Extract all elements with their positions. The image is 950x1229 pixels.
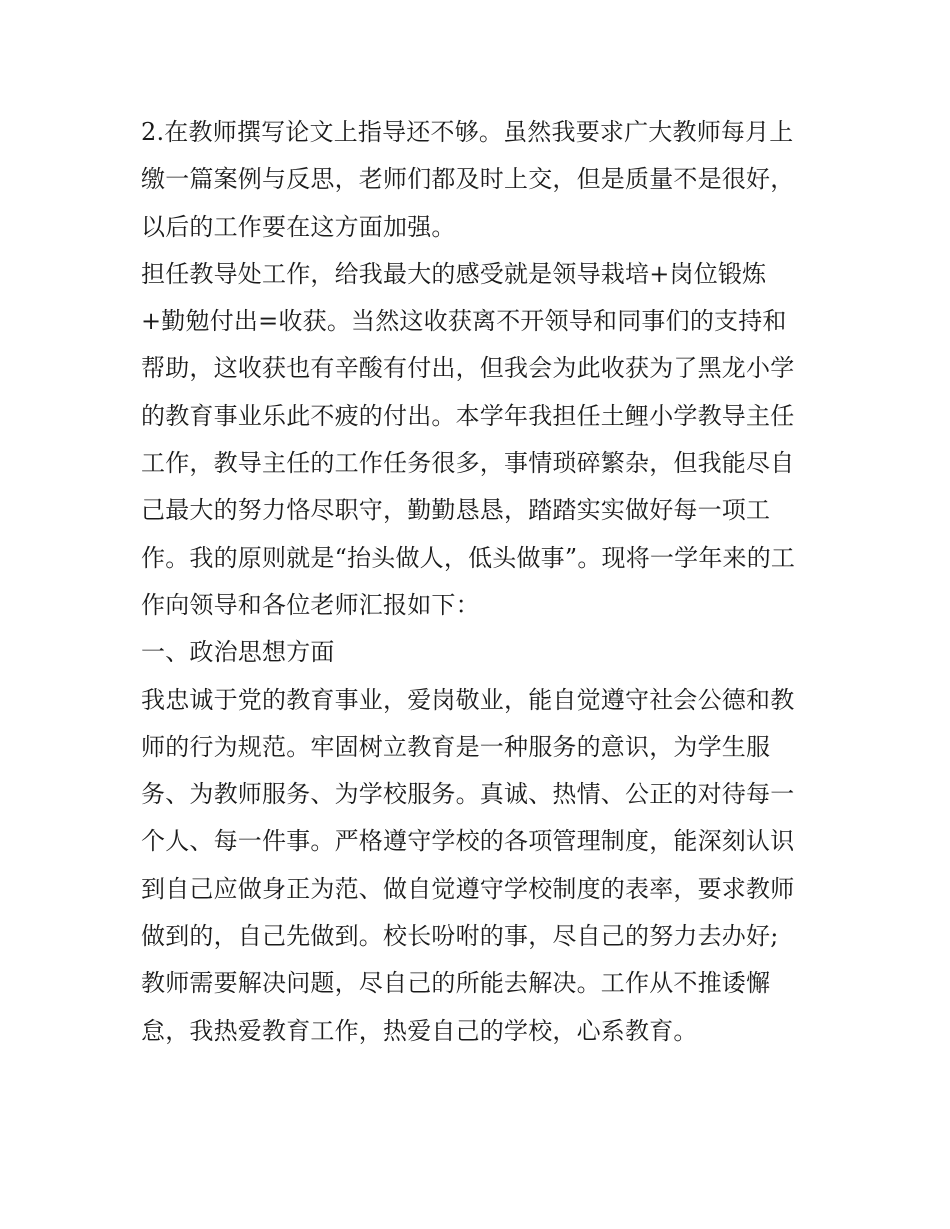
text-line: 缴一篇案例与反思，老师们都及时上交，但是质量不是很好， — [141, 165, 795, 194]
text-line: +勤勉付出=收获。当然这收获离不开领导和同事们的支持和 — [141, 307, 787, 336]
text-line: 帮助，这收获也有辛酸有付出，但我会为此收获为了黑龙小学 — [141, 354, 795, 383]
text-line: 2.在教师撰写论文上指导还不够。虽然我要求广大教师每月上 — [141, 118, 794, 146]
text-line: 担任教导处工作，给我最大的感受就是领导栽培+岗位锻炼 — [141, 259, 767, 288]
text-line: 作。我的原则就是“抬头做人，低头做事”。现将一学年来的工 — [141, 543, 796, 572]
text-line: 我忠诚于党的教育事业，爱岗敬业，能自觉遵守社会公德和教 — [141, 685, 795, 714]
text-line: 的教育事业乐此不疲的付出。本学年我担任土鲤小学教导主任 — [141, 401, 795, 430]
text-line: 做到的，自己先做到。校长吩咐的事，尽自己的努力去办好; — [141, 922, 779, 951]
section-heading: 一、政治思想方面 — [141, 638, 335, 667]
text-line: 己最大的努力恪尽职守，勤勤恳恳，踏踏实实做好每一项工 — [141, 496, 771, 525]
text-line: 教师需要解决问题，尽自己的所能去解决。工作从不推诿懈 — [141, 969, 771, 998]
text-line: 师的行为规范。牢固树立教育是一种服务的意识，为学生服 — [141, 732, 771, 761]
text-line: 务、为教师服务、为学校服务。真诚、热情、公正的对待每一 — [141, 780, 795, 809]
text-line: 作向领导和各位老师汇报如下： — [141, 590, 480, 619]
document-body — [141, 109, 821, 1055]
text-line: 工作，教导主任的工作任务很多，事情琐碎繁杂，但我能尽自 — [141, 449, 795, 478]
text-line: 以后的工作要在这方面加强。 — [141, 212, 456, 241]
text-line: 怠，我热爱教育工作，热爱自己的学校，心系教育。 — [141, 1016, 698, 1045]
text-line: 到自己应做身正为范、做自觉遵守学校制度的表率，要求教师 — [141, 874, 795, 903]
text-line: 个人、每一件事。严格遵守学校的各项管理制度，能深刻认识 — [141, 827, 795, 856]
